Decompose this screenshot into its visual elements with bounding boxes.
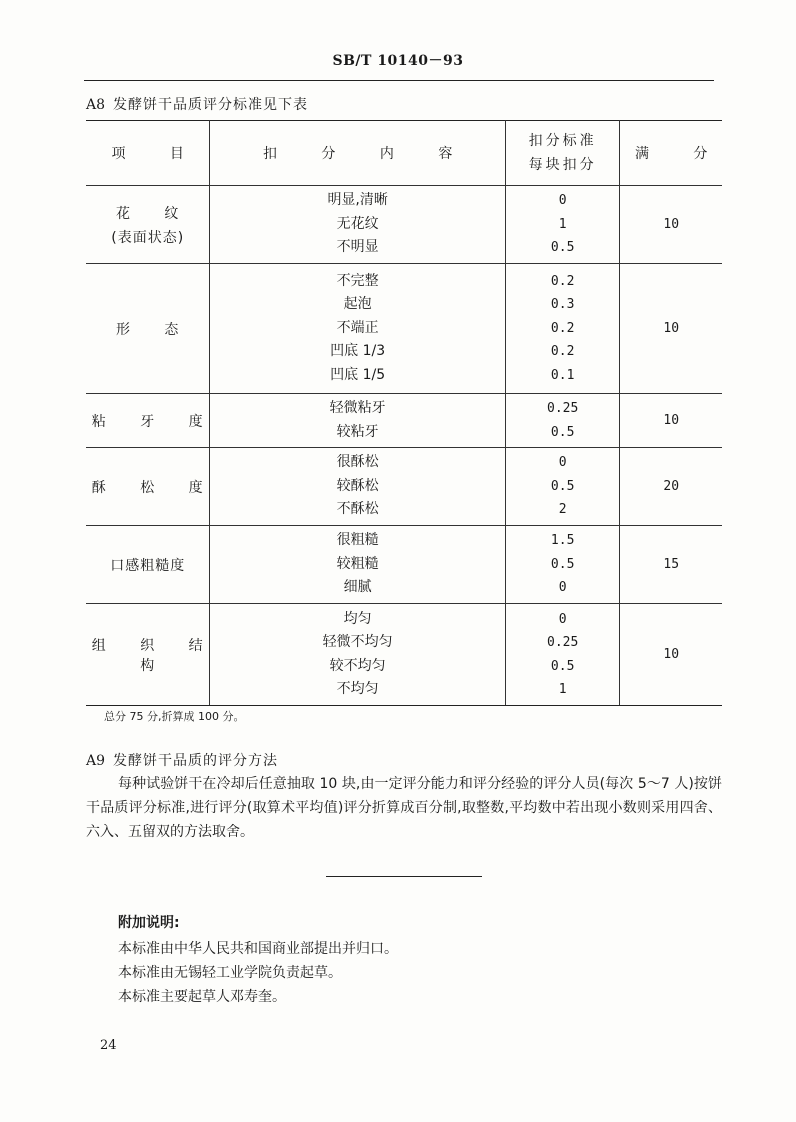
deduction-value: 0	[558, 580, 567, 596]
content-entry: 不明显	[336, 239, 379, 256]
row-deduction-points	[505, 394, 620, 448]
deduction-value: 0.5	[550, 478, 575, 494]
table-row	[86, 448, 722, 526]
section-a8-heading	[86, 94, 308, 114]
deduction-value: 0.5	[550, 658, 575, 674]
deduction-value: 0.2	[550, 344, 575, 360]
deduction-value: 0.5	[550, 556, 575, 572]
deduction-value: 1.5	[550, 533, 575, 549]
content-entry: 很粗糙	[336, 532, 379, 549]
header-rule	[84, 80, 714, 81]
row-item-name: 花 纹 (表面状态)	[86, 186, 210, 264]
content-entry: 不均匀	[336, 681, 379, 697]
content-entry: 轻微粘牙	[329, 400, 386, 416]
content-entry: 较粗糙	[336, 555, 379, 572]
row-deduction-points	[505, 526, 620, 604]
section-a9-body: 每种试验饼干在冷却后任意抽取 10 块,由一定评分能力和评分经验的评分人员(每次 5～7 人)按饼干品质评分标准,进行评分(取算术平均值)评分折算成百分制,取整数,平均数中若出现小数则采用四舍、六入、五留双的方法取舍。	[86, 776, 722, 840]
content-entry: 起泡	[343, 296, 372, 313]
table-row	[86, 604, 722, 706]
deduction-value: 0.2	[550, 273, 575, 289]
table-note: 总分 75 分,折算成 100 分。	[104, 710, 245, 723]
deduction-value: 1	[558, 682, 567, 697]
header-content: 扣 分 内 容	[210, 121, 505, 186]
row-deduction-content	[210, 604, 505, 706]
table-row	[86, 526, 722, 604]
content-entry: 均匀	[343, 610, 372, 627]
row-full-score: 10	[620, 264, 722, 394]
deduction-value: 0.1	[550, 367, 575, 383]
section-a9-number: A9	[86, 753, 106, 769]
quality-score-table	[86, 120, 722, 706]
appendix-line-1: 本标准由中华人民共和国商业部提出并归口。	[118, 941, 398, 957]
deduction-value: 2	[558, 502, 567, 518]
appendix-title: 附加说明:	[118, 915, 180, 931]
table-header-row	[86, 121, 722, 186]
row-item-name: 组 织 结 构	[86, 604, 210, 706]
content-entry: 轻微不均匀	[322, 634, 393, 650]
header-deduct-line2: 每块扣分	[528, 157, 597, 173]
section-a8-title: 发酵饼干品质评分标准见下表	[113, 97, 309, 113]
row-full-score: 15	[620, 526, 722, 604]
deduction-value: 0.5	[550, 240, 575, 256]
row-item-subtitle: (表面状态)	[111, 229, 185, 246]
content-entry: 较酥松	[336, 477, 379, 494]
content-entry: 较粘牙	[336, 423, 379, 440]
table-row	[86, 394, 722, 448]
appendix-line-2: 本标准由无锡轻工业学院负责起草。	[118, 965, 342, 981]
content-entry: 凹底 1/5	[330, 366, 386, 383]
content-entry: 很酥松	[336, 454, 379, 471]
section-a9-title: 发酵饼干品质的评分方法	[113, 753, 279, 769]
table-row	[86, 186, 722, 264]
section-a8-number: A8	[86, 97, 106, 113]
deduction-value: 0.5	[550, 424, 575, 440]
appendix-line-3: 本标准主要起草人邓寿奎。	[118, 989, 286, 1005]
row-deduction-content	[210, 526, 505, 604]
content-entry: 凹底 1/3	[330, 343, 386, 360]
deduction-value: 0	[558, 455, 567, 471]
deduction-value: 0.25	[547, 401, 579, 416]
table-body	[86, 186, 722, 706]
row-deduction-content	[210, 394, 505, 448]
row-item-name: 粘 牙 度	[86, 394, 210, 448]
row-deduction-content	[210, 448, 505, 526]
row-full-score: 20	[620, 448, 722, 526]
content-entry: 不完整	[336, 272, 379, 289]
row-deduction-points	[505, 186, 620, 264]
row-item-name: 形 态	[86, 264, 210, 394]
header-deduct	[505, 121, 620, 186]
deduction-value: 0	[558, 193, 567, 209]
table-row	[86, 264, 722, 394]
row-deduction-content	[210, 264, 505, 394]
header-full: 满 分	[620, 121, 722, 186]
deduction-value: 0.25	[547, 635, 579, 650]
row-full-score: 10	[620, 186, 722, 264]
deduction-value: 0.3	[550, 297, 575, 313]
content-entry: 较不均匀	[329, 657, 386, 674]
row-item-name: 口感粗糙度	[86, 526, 210, 604]
content-entry: 不端正	[336, 319, 379, 336]
header-deduct-line1: 扣分标准	[528, 133, 597, 149]
row-deduction-points	[505, 264, 620, 394]
content-entry: 不酥松	[336, 501, 379, 518]
row-full-score: 10	[620, 394, 722, 448]
row-deduction-content	[210, 186, 505, 264]
row-full-score: 10	[620, 604, 722, 706]
section-divider	[326, 876, 482, 877]
content-entry: 细腻	[343, 579, 372, 596]
page-number: 24	[100, 1038, 117, 1053]
deduction-value: 0	[558, 611, 567, 627]
header-item: 项 目	[86, 121, 210, 186]
deduction-value: 0.2	[550, 320, 575, 336]
content-entry: 无花纹	[336, 215, 379, 232]
standard-code: SB/T 10140－93	[332, 53, 464, 69]
row-deduction-points	[505, 604, 620, 706]
row-item-name: 酥 松 度	[86, 448, 210, 526]
content-entry: 明显,清晰	[327, 192, 388, 209]
deduction-value: 1	[558, 216, 567, 232]
row-deduction-points	[505, 448, 620, 526]
section-a9-heading	[86, 750, 278, 770]
